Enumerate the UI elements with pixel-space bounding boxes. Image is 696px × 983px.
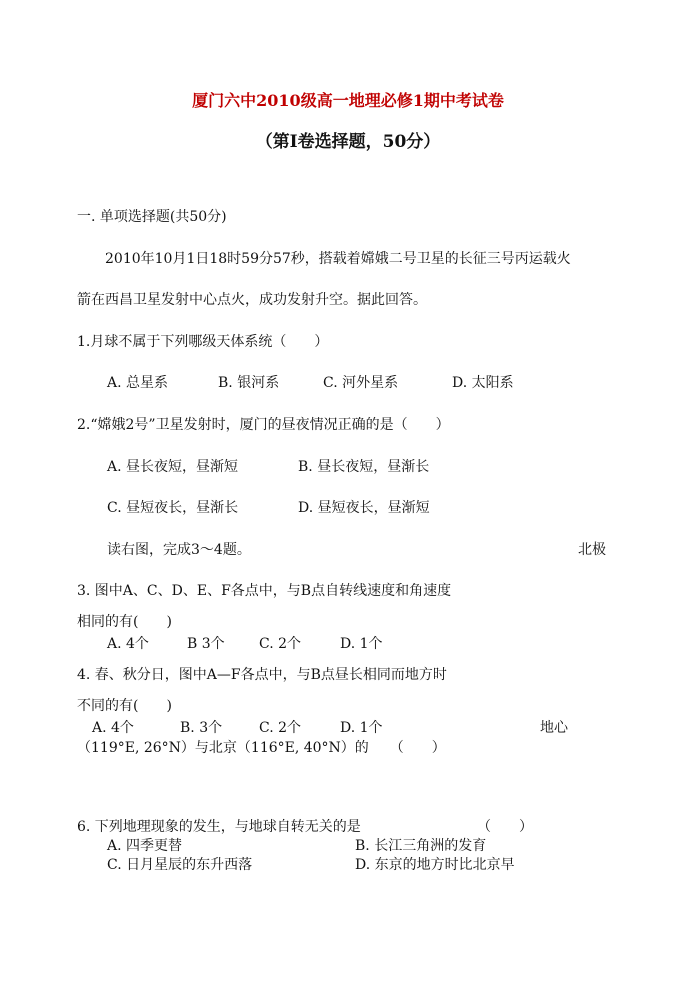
section-heading: 一. 单项选择题(共50分)	[77, 209, 227, 225]
q1-option-d: D. 太阳系	[452, 375, 514, 391]
q6-answer-blank: （ ）	[477, 819, 533, 835]
q4-option-a: A. 4个	[92, 720, 134, 736]
intro-line-2: 箭在西昌卫星发射中心点火，成功发射升空。据此回答。	[77, 292, 427, 308]
q3-option-d: D. 1个	[340, 636, 383, 652]
q1-option-c: C. 河外星系	[323, 375, 399, 391]
q3-option-b: B 3个	[187, 636, 225, 652]
q2-option-b: B. 昼长夜短，昼渐长	[298, 459, 430, 475]
q2-stem: 2.“嫦娥2号”卫星发射时，厦门的昼夜情况正确的是（ ）	[77, 417, 450, 433]
q4-option-c: C. 2个	[259, 720, 302, 736]
q6-option-d: D. 东京的地方时比北京早	[355, 857, 515, 873]
q2-option-a: A. 昼长夜短，昼渐短	[107, 459, 239, 475]
q6-option-c: C. 日月星辰的东升西落	[107, 857, 253, 873]
q3-option-a: A. 4个	[107, 636, 149, 652]
q1-option-a: A. 总星系	[107, 375, 169, 391]
intro-line-1: 2010年10月1日18时59分57秒，搭载着嫦娥二号卫星的长征三号丙运载火	[105, 251, 571, 267]
q4-option-b: B. 3个	[180, 720, 223, 736]
earth-center-label: 地心	[540, 720, 568, 736]
q4-option-d: D. 1个	[340, 720, 383, 736]
q4-stem-line-2: 不同的有( )	[77, 698, 172, 714]
q2-option-c: C. 昼短夜长，昼渐长	[107, 500, 239, 516]
q4-stem-line-1: 4. 春、秋分日，图中A—F各点中，与B点昼长相同而地方时	[77, 667, 447, 683]
exam-title: 厦门六中2010级高一地理必修1期中考试卷	[192, 91, 504, 110]
q1-option-b: B. 银河系	[218, 375, 280, 391]
north-pole-label: 北极	[578, 542, 606, 558]
q3-stem-line-1: 3. 图中A、C、D、E、F各点中，与B点自转线速度和角速度	[77, 583, 452, 599]
q2-option-d: D. 昼短夜长，昼渐短	[298, 500, 430, 516]
q3-stem-line-2: 相同的有( )	[77, 614, 172, 630]
read-figure-instruction: 读右图，完成3～4题。	[107, 542, 251, 558]
q3-option-c: C. 2个	[259, 636, 302, 652]
exam-subtitle: （第Ⅰ卷选择题，50分）	[255, 132, 441, 152]
q5-fragment: （119°E, 26°N）与北京（116°E, 40°N）的 （ ）	[77, 740, 446, 756]
q6-stem: 6. 下列地理现象的发生，与地球自转无关的是	[77, 819, 361, 835]
q1-stem: 1.月球不属于下列哪级天体系统（ ）	[77, 334, 329, 350]
q6-option-a: A. 四季更替	[107, 838, 183, 854]
q6-option-b: B. 长江三角洲的发育	[355, 838, 487, 854]
